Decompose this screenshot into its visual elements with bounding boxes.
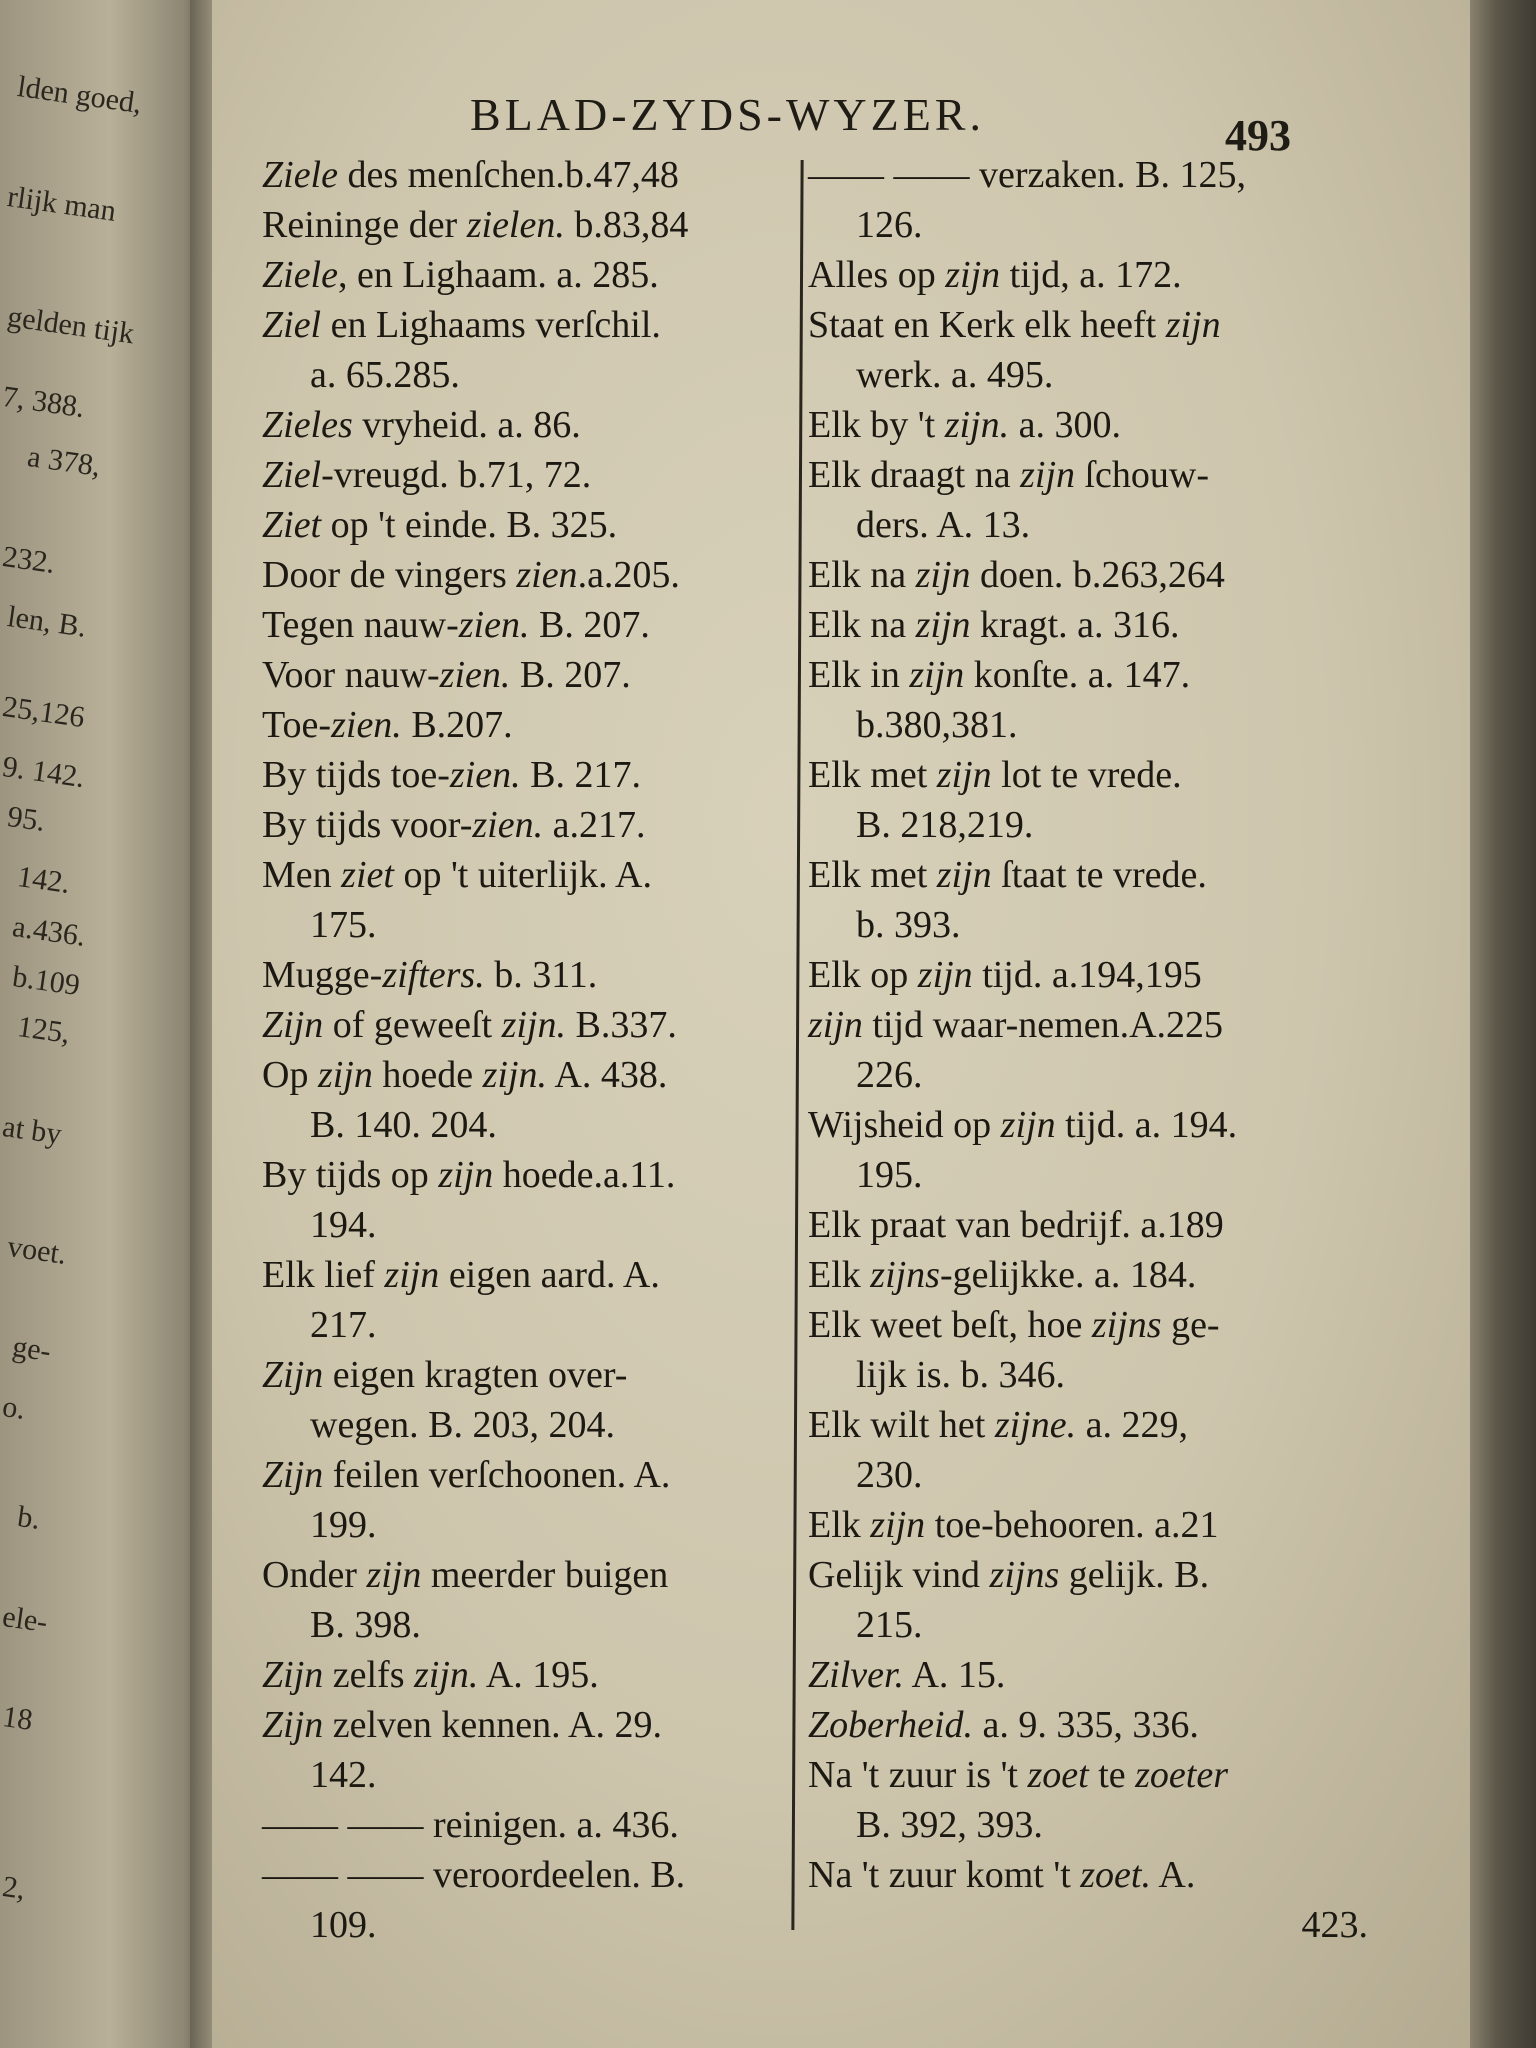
index-entry-line <box>262 600 792 650</box>
entry-text: By tijds toe- <box>262 754 450 796</box>
entry-text: 175. <box>310 904 377 946</box>
index-entry-line <box>262 1800 792 1850</box>
index-entry-line <box>262 700 792 750</box>
entry-keyword: Ziel <box>262 304 322 346</box>
entry-text: A. 195. <box>478 1654 599 1696</box>
entry-text: meerder buigen <box>421 1554 669 1596</box>
entry-keyword: zijn. <box>482 1054 547 1096</box>
entry-keyword: Ziele <box>262 154 338 196</box>
entry-keyword: zoet <box>1027 1754 1089 1796</box>
entry-text: B. 398. <box>310 1604 421 1646</box>
index-entry-line <box>808 1200 1368 1250</box>
index-entry-line <box>808 950 1368 1000</box>
entry-text: .a.205. <box>577 554 680 596</box>
entry-keyword: zien. <box>449 754 521 796</box>
entry-keyword: zijn <box>915 554 971 596</box>
index-entry-line <box>808 1850 1368 1900</box>
entry-text: tijd waar-nemen.A.225 <box>862 1004 1224 1046</box>
entry-text: b. 311. <box>484 954 598 996</box>
index-entry-line <box>262 650 792 700</box>
index-entry-line <box>262 1500 792 1550</box>
index-column-left <box>262 150 792 1950</box>
index-entry-line <box>808 1500 1368 1550</box>
entry-text: Gelijk vind <box>808 1554 990 1596</box>
entry-text: Na 't zuur is 't <box>808 1754 1028 1796</box>
entry-text: konſte. a. 147. <box>964 654 1191 696</box>
entry-keyword: zijn <box>1165 304 1221 346</box>
index-entry-line <box>262 1650 792 1700</box>
entry-keyword: zien <box>516 554 578 596</box>
entry-text: Door de vingers <box>262 554 517 596</box>
entry-text: b.83,84 <box>564 204 689 246</box>
index-entry-line <box>808 1400 1368 1450</box>
index-entry-line <box>808 900 1368 950</box>
entry-text: B. 218,219. <box>856 804 1034 846</box>
index-entry-line <box>808 1750 1368 1800</box>
previous-page-fragment: at by <box>0 1110 64 1151</box>
entry-keyword: zijns <box>1091 1304 1162 1346</box>
entry-text: Elk na <box>808 554 916 596</box>
previous-page-fragment: b.109 <box>10 960 82 1003</box>
entry-text: A. <box>1150 1854 1196 1896</box>
entry-text: Tegen nauw- <box>262 604 459 646</box>
entry-text: lijk is. b. 346. <box>856 1354 1066 1396</box>
index-entry-line <box>808 650 1368 700</box>
entry-keyword: zijns <box>989 1554 1060 1596</box>
previous-page-fragment: a 378, <box>25 440 103 483</box>
entry-keyword: zijn <box>915 604 971 646</box>
index-entry-line <box>808 850 1368 900</box>
entry-text: tijd. a.194,195 <box>972 954 1202 996</box>
entry-text: feilen verſchoonen. A. <box>323 1454 671 1496</box>
entry-text: -gelijkke. a. 184. <box>939 1254 1197 1296</box>
index-entry-line <box>808 150 1368 200</box>
entry-keyword: zifters. <box>382 954 485 996</box>
entry-text: werk. a. 495. <box>856 354 1054 396</box>
previous-page-fragment: a.436. <box>10 910 88 953</box>
previous-page-fragment: 2, <box>0 1870 28 1906</box>
entry-text: 199. <box>310 1504 377 1546</box>
index-entry-line <box>262 1350 792 1400</box>
entry-text: 423. <box>1301 1904 1368 1946</box>
index-entry-line <box>262 1100 792 1150</box>
entry-text: -vreugd. b.71, 72. <box>321 454 592 496</box>
entry-text: Elk na <box>808 604 916 646</box>
index-entry-line <box>808 1900 1368 1950</box>
index-entry-line <box>262 250 792 300</box>
index-entry-line <box>262 750 792 800</box>
index-entry-line <box>808 1350 1368 1400</box>
entry-text: 109. <box>310 1904 377 1946</box>
entry-text: Toe- <box>262 704 332 746</box>
entry-text: vryheid. a. 86. <box>352 404 581 446</box>
index-entry-line <box>262 1000 792 1050</box>
entry-keyword: Zijn <box>262 1654 324 1696</box>
entry-text: kragt. a. 316. <box>970 604 1180 646</box>
entry-keyword: zijn. <box>501 1004 566 1046</box>
entry-text: en Lighaams verſchil. <box>321 304 661 346</box>
entry-text: a.217. <box>543 804 646 846</box>
entry-keyword: zijn <box>438 1154 494 1196</box>
entry-text: Elk <box>808 1504 871 1546</box>
entry-text: op 't einde. B. 325. <box>321 504 618 546</box>
previous-page-fragment: 125, <box>15 1010 72 1050</box>
entry-text: Elk draagt na <box>808 454 1021 496</box>
entry-text: B. 392, 393. <box>856 1804 1043 1846</box>
entry-text: B.207. <box>401 704 513 746</box>
entry-keyword: zoet. <box>1080 1854 1151 1896</box>
entry-text: —— —— verzaken. B. 125, <box>808 154 1246 196</box>
index-entry-line <box>262 500 792 550</box>
entry-text: Elk in <box>808 654 910 696</box>
entry-text: tijd. a. 194. <box>1055 1104 1238 1146</box>
entry-text: 126. <box>856 204 923 246</box>
entry-text: Voor nauw- <box>262 654 440 696</box>
previous-page-fragment: b. <box>15 1500 43 1536</box>
entry-text: B.337. <box>565 1004 677 1046</box>
entry-text: eigen kragten over- <box>323 1354 628 1396</box>
entry-text: 217. <box>310 1304 377 1346</box>
index-entry-line <box>808 350 1368 400</box>
index-entry-line <box>262 1900 792 1950</box>
index-entry-line <box>262 1300 792 1350</box>
entry-keyword: Ziele <box>262 254 338 296</box>
entry-text: Reininge der <box>262 204 467 246</box>
index-entry-line <box>262 1250 792 1300</box>
entry-text: ge- <box>1161 1304 1220 1346</box>
entry-text: eigen aard. A. <box>439 1254 660 1296</box>
entry-text: Elk met <box>808 854 937 896</box>
entry-keyword: Zijn <box>262 1354 324 1396</box>
entry-text: te <box>1088 1754 1136 1796</box>
index-entry-line <box>262 850 792 900</box>
entry-text: a. 65.285. <box>310 354 460 396</box>
entry-keyword: zijn <box>936 754 992 796</box>
entry-keyword: ziet <box>341 854 394 896</box>
entry-keyword: Ziet <box>262 504 322 546</box>
entry-text: a. 9. 335, 336. <box>973 1704 1199 1746</box>
index-entry-line <box>808 1300 1368 1350</box>
entry-text: 215. <box>856 1604 923 1646</box>
entry-text: zelven kennen. A. 29. <box>323 1704 662 1746</box>
entry-keyword: Zoberheid. <box>808 1704 974 1746</box>
index-entry-line <box>808 1600 1368 1650</box>
index-entry-line <box>262 1400 792 1450</box>
entry-text: doen. b.263,264 <box>970 554 1225 596</box>
index-entry-line <box>262 400 792 450</box>
index-entry-line <box>808 1000 1368 1050</box>
entry-keyword: zielen. <box>466 204 565 246</box>
entry-text: Onder <box>262 1554 367 1596</box>
previous-page-fragment: ge- <box>10 1330 53 1369</box>
entry-text: wegen. B. 203, 204. <box>310 1404 616 1446</box>
index-entry-line <box>808 1150 1368 1200</box>
entry-text: Wijsheid op <box>808 1104 1001 1146</box>
entry-keyword: zijn. <box>944 404 1010 446</box>
entry-text: 195. <box>856 1154 923 1196</box>
entry-text: lot te vrede. <box>991 754 1182 796</box>
index-entry-line <box>262 900 792 950</box>
entry-keyword: Zijn <box>262 1454 324 1496</box>
previous-page-fragment: 25,126 <box>0 690 87 735</box>
entry-keyword: zoeter <box>1135 1754 1229 1796</box>
entry-keyword: zijn <box>1020 454 1075 496</box>
entry-text: ſchouw- <box>1075 454 1210 496</box>
index-entry-line <box>262 1450 792 1500</box>
index-entry-line <box>262 800 792 850</box>
entry-text: gelijk. B. <box>1059 1554 1210 1596</box>
entry-keyword: Zijn <box>262 1704 324 1746</box>
entry-keyword: zijn <box>1000 1104 1056 1146</box>
entry-text: B. 217. <box>520 754 641 796</box>
previous-page-fragment: 9. 142. <box>0 750 87 795</box>
entry-keyword: zijne. <box>994 1404 1077 1446</box>
index-entry-line <box>262 1700 792 1750</box>
entry-text: ders. A. 13. <box>856 504 1031 546</box>
entry-text: Staat en Kerk elk heeft <box>808 304 1166 346</box>
previous-page-fragment: lden goed, <box>15 70 144 121</box>
entry-text: —— —— veroordeelen. B. <box>262 1854 686 1896</box>
entry-text: 194. <box>310 1204 377 1246</box>
index-entry-line <box>262 200 792 250</box>
entry-text: hoede <box>372 1054 483 1096</box>
entry-text: By tijds voor- <box>262 804 473 846</box>
entry-text: B. 207. <box>529 604 650 646</box>
entry-text: B. 140. 204. <box>310 1104 497 1146</box>
entry-keyword: zijn <box>317 1054 373 1096</box>
index-entry-line <box>262 350 792 400</box>
index-entry-line <box>808 400 1368 450</box>
index-entry-line <box>262 1050 792 1100</box>
entry-keyword: Ziel <box>262 454 322 496</box>
index-entry-line <box>808 550 1368 600</box>
entry-text: Men <box>262 854 342 896</box>
entry-keyword: zien. <box>472 804 544 846</box>
previous-page-fragment: rlijk man <box>5 180 119 228</box>
index-entry-line <box>808 200 1368 250</box>
previous-page-fragment: 142. <box>15 860 72 900</box>
index-entry-line <box>808 1450 1368 1500</box>
entry-text: Elk met <box>808 754 937 796</box>
index-entry-line <box>262 950 792 1000</box>
index-entry-line <box>808 600 1368 650</box>
page-title: BLAD-ZYDS-WYZER. <box>470 89 985 140</box>
entry-text: hoede.a.11. <box>493 1154 676 1196</box>
entry-text: b.380,381. <box>856 704 1018 746</box>
entry-text: Alles op <box>808 254 946 296</box>
index-entry-line <box>808 750 1368 800</box>
entry-text: —— —— reinigen. a. 436. <box>262 1804 679 1846</box>
index-entry-line <box>808 1100 1368 1150</box>
index-entry-line <box>808 800 1368 850</box>
index-entry-line <box>808 700 1368 750</box>
entry-text: 226. <box>856 1054 923 1096</box>
index-entry-line <box>262 1200 792 1250</box>
entry-text: Elk wilt het <box>808 1404 995 1446</box>
entry-keyword: zijn <box>936 854 992 896</box>
entry-text: Op <box>262 1054 318 1096</box>
entry-text: zelfs <box>323 1654 414 1696</box>
entry-text: Elk lief <box>262 1254 385 1296</box>
entry-text: Elk weet beſt, hoe <box>808 1304 1092 1346</box>
entry-text: 230. <box>856 1454 923 1496</box>
previous-page-fragment: 7, 388. <box>0 380 87 425</box>
index-entry-line <box>808 250 1368 300</box>
index-entry-line <box>262 1550 792 1600</box>
entry-text: tijd, a. 172. <box>1000 254 1182 296</box>
index-entry-line <box>262 1850 792 1900</box>
entry-keyword: zijn <box>909 654 965 696</box>
entry-text: Na 't zuur komt 't <box>808 1854 1081 1896</box>
entry-text: , en Lighaam. a. 285. <box>337 254 659 296</box>
index-entry-line <box>808 1700 1368 1750</box>
previous-page-fragment: gelden tijk <box>5 300 137 351</box>
entry-keyword: zijn <box>808 1004 863 1046</box>
entry-keyword: zien. <box>331 704 402 746</box>
entry-text: By tijds op <box>262 1154 439 1196</box>
entry-text: Elk op <box>808 954 918 996</box>
index-entry-line <box>262 1600 792 1650</box>
index-entry-line <box>808 1800 1368 1850</box>
entry-keyword: zijn. <box>413 1654 479 1696</box>
index-entry-line <box>808 1550 1368 1600</box>
entry-text: Mugge- <box>262 954 383 996</box>
index-entry-line <box>808 1250 1368 1300</box>
index-entry-line <box>808 1050 1368 1100</box>
previous-page-fragment: ele- <box>0 1600 50 1639</box>
index-entry-line <box>262 550 792 600</box>
previous-page-fragment: voet. <box>5 1230 69 1271</box>
index-entry-line <box>808 1650 1368 1700</box>
previous-page-fragment: 18 <box>0 1700 35 1737</box>
index-entry-line <box>808 300 1368 350</box>
entry-text: op 't uiterlijk. A. <box>393 854 652 896</box>
entry-text: A. 15. <box>904 1654 1006 1696</box>
entry-text: B. 207. <box>510 654 631 696</box>
index-entry-line <box>808 450 1368 500</box>
entry-keyword: zien. <box>439 654 511 696</box>
previous-page-fragment: len, B. <box>5 600 89 644</box>
entry-keyword: zien. <box>458 604 530 646</box>
entry-text: Elk praat van bedrijf. a.189 <box>808 1204 1224 1246</box>
index-entry-line <box>808 500 1368 550</box>
entry-text: of geweeſt <box>323 1004 502 1046</box>
entry-text: des menſchen.b.47,48 <box>337 154 679 196</box>
page-number: 493 <box>1225 111 1291 160</box>
previous-page-fragment: 232. <box>0 540 57 580</box>
index-entry-line <box>262 300 792 350</box>
book-cover-edge <box>1470 0 1536 2048</box>
entry-keyword: zijn <box>870 1504 926 1546</box>
index-entry-line <box>262 450 792 500</box>
entry-keyword: zijn <box>917 954 973 996</box>
entry-text: A. 438. <box>547 1054 668 1096</box>
entry-text: ſtaat te vrede. <box>991 854 1207 896</box>
entry-keyword: zijn <box>384 1254 440 1296</box>
entry-text: a. 229, <box>1076 1404 1188 1446</box>
entry-keyword: Zijn <box>262 1004 324 1046</box>
index-entry-line <box>262 150 792 200</box>
entry-keyword: zijn <box>945 254 1001 296</box>
entry-keyword: zijn <box>366 1554 422 1596</box>
index-entry-line <box>262 1150 792 1200</box>
previous-page-fragment: o. <box>0 1390 28 1426</box>
entry-keyword: Zieles <box>262 404 353 446</box>
entry-text: Elk by 't <box>808 404 945 446</box>
entry-keyword: zijns <box>870 1254 940 1296</box>
index-entry-line <box>262 1750 792 1800</box>
entry-text: toe-behooren. a.21 <box>925 1504 1219 1546</box>
entry-text: a. 300. <box>1009 404 1121 446</box>
entry-keyword: Zilver. <box>808 1654 905 1696</box>
entry-text: 142. <box>310 1754 377 1796</box>
previous-page-fragment: 95. <box>5 800 48 838</box>
entry-text: Elk <box>808 1254 871 1296</box>
index-column-right <box>808 150 1368 1950</box>
entry-text: b. 393. <box>856 904 961 946</box>
